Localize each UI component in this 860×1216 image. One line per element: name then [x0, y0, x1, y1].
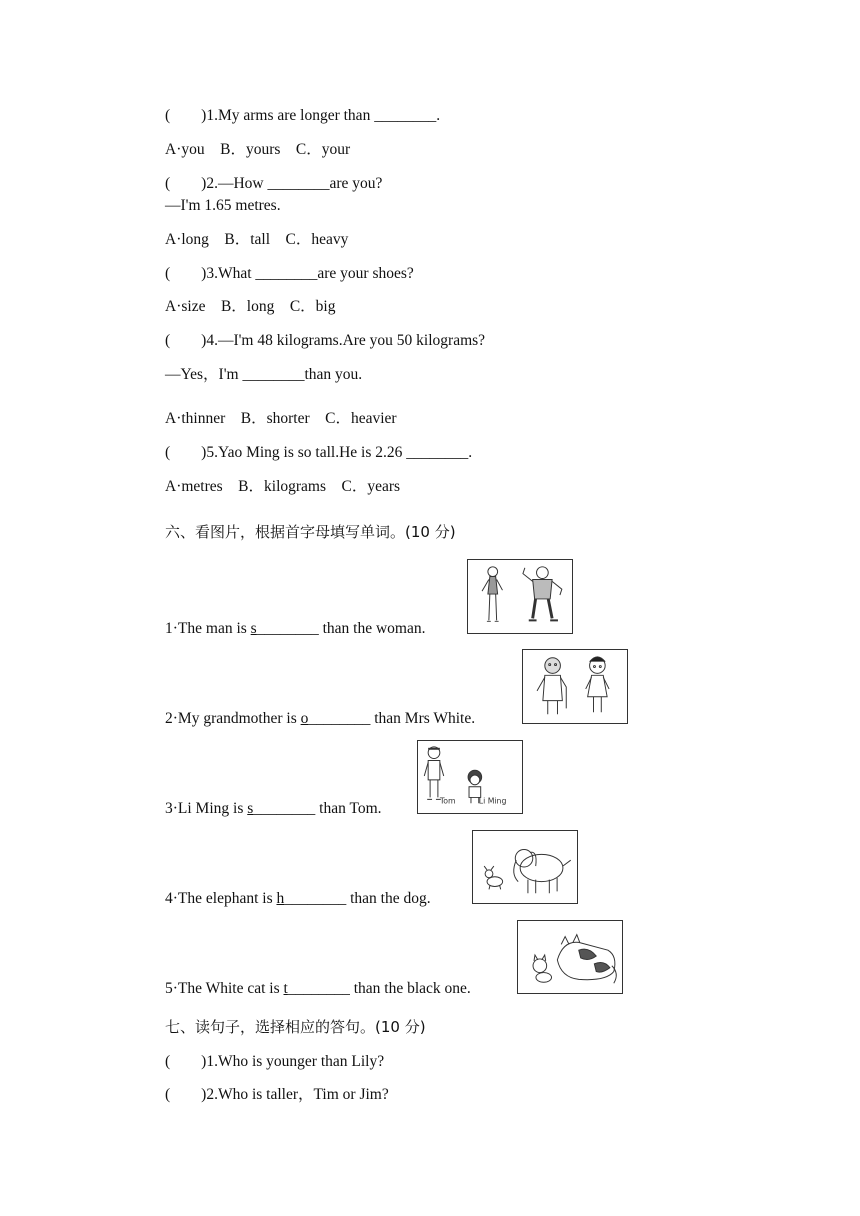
section-6-heading: 六、看图片，根据首字母填写单词。(10 分) — [165, 523, 456, 541]
section-7-question-2: ( )2.Who is taller，Tim or Jim? — [165, 1086, 389, 1103]
picture-tom-and-li-ming — [417, 740, 523, 814]
fill-blank: ________ — [308, 710, 371, 727]
section-7-question-1: ( )1.Who is younger than Lily? — [165, 1053, 385, 1070]
li-ming-label: Li Ming — [478, 796, 507, 806]
fill-item-1 — [165, 619, 425, 639]
mc-options-2: A·long B．tall C．heavy — [165, 231, 349, 248]
mc-options-1: A·you B．yours C．your — [165, 141, 351, 158]
picture-grandmother-and-mrs-white — [522, 649, 628, 724]
fill-letter: t — [283, 980, 288, 997]
fill-prefix: 5·The White cat is — [165, 980, 284, 997]
fill-suffix: than the dog. — [346, 890, 431, 907]
fill-blank: ________ — [256, 620, 319, 637]
fill-letter: h — [276, 890, 285, 907]
mc-question-4: ( )4.—I'm 48 kilograms.Are you 50 kilograms? — [165, 332, 486, 349]
picture-white-cat-and-black-cat — [517, 920, 623, 994]
fill-letter: s — [247, 800, 254, 817]
fill-letter: o — [300, 710, 309, 727]
fill-item-5 — [165, 979, 471, 999]
fill-blank: ________ — [287, 980, 350, 997]
fill-prefix: 2·My grandmother is — [165, 710, 301, 727]
mc-options-3: A·size B．long C．big — [165, 298, 336, 315]
fill-item-4 — [165, 889, 431, 909]
picture-woman-and-man — [467, 559, 573, 634]
fill-prefix: 1·The man is — [165, 620, 251, 637]
picture-elephant-and-dog — [472, 830, 578, 904]
mc-question-2: ( )2.—How ________are you? — [165, 175, 383, 192]
mc-answer-line-2: —I'm 1.65 metres. — [165, 197, 281, 214]
fill-prefix: 3·Li Ming is — [165, 800, 248, 817]
mc-question-5: ( )5.Yao Ming is so tall.He is 2.26 ________. — [165, 444, 473, 461]
fill-suffix: than Mrs White. — [370, 710, 476, 727]
fill-blank: ________ — [253, 800, 316, 817]
fill-suffix: than the woman. — [318, 620, 426, 637]
mc-answer-line-4: —Yes，I'm ________than you. — [165, 366, 363, 383]
fill-suffix: than Tom. — [315, 800, 382, 817]
section-7-heading: 七、读句子，选择相应的答句。(10 分) — [165, 1018, 426, 1036]
mc-question-1: ( )1.My arms are longer than ________. — [165, 107, 441, 124]
fill-letter: s — [250, 620, 257, 637]
mc-options-4: A·thinner B．shorter C．heavier — [165, 410, 397, 427]
tom-label: Tom — [439, 796, 456, 806]
fill-prefix: 4·The elephant is — [165, 890, 277, 907]
mc-question-3: ( )3.What ________are your shoes? — [165, 265, 414, 282]
fill-blank: ________ — [284, 890, 347, 907]
mc-options-5: A·metres B．kilograms C．years — [165, 478, 401, 495]
fill-item-3 — [165, 799, 382, 819]
fill-suffix: than the black one. — [349, 980, 471, 997]
fill-item-2 — [165, 709, 475, 729]
